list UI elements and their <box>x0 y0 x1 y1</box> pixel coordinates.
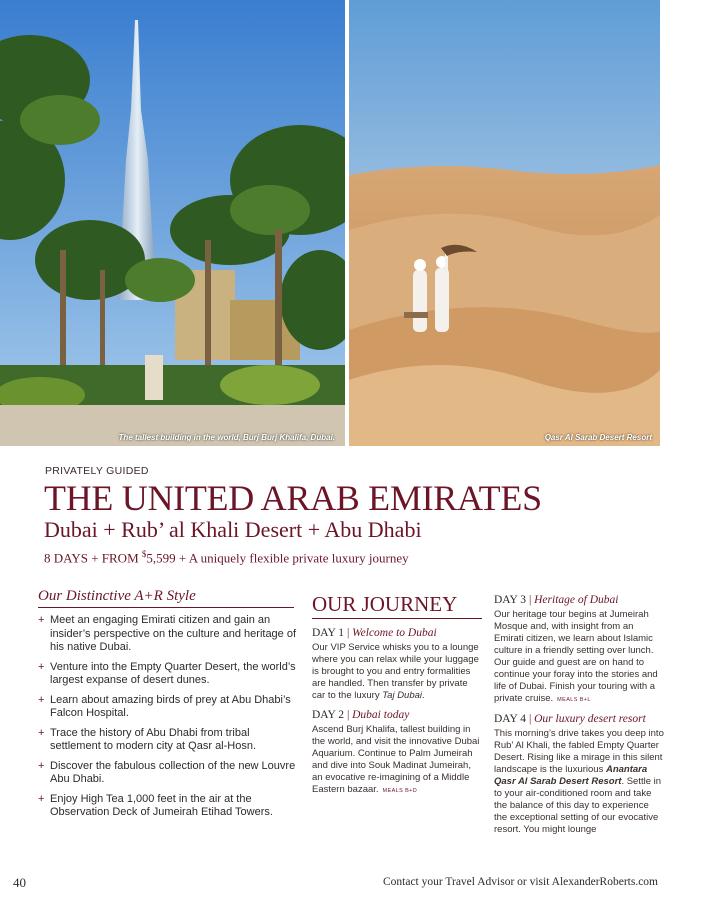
style-list <box>38 614 298 826</box>
trip-price: 5,599 <box>146 550 176 566</box>
list-item: + Venture into the Empty Quarter Desert, the world’s largest expanse of desert dunes. <box>38 660 296 686</box>
trip-duration: 8 DAYS + FROM <box>44 550 142 566</box>
journey-heading: OUR JOURNEY <box>312 592 482 619</box>
trip-tagline: + A uniquely flexible private luxury journey <box>175 550 409 566</box>
day-description: This morning’s drive takes you deep into Rub’ Al Khali, the fabled Empty Quarter Desert. Rising like a mirage in this silent landscape is the luxurious Anantara Qasr Al Sarab Desert Resort. Settle in to your air-conditioned room and take the balance of this day to experience the exceptional setting of our evocative resort. You might lounge <box>494 728 664 835</box>
day-heading: DAY 1 | Welcome to Dubai <box>312 627 437 639</box>
list-item: + Enjoy High Tea 1,000 feet in the air at the Observation Deck of Jumeirah Etihad Towers. <box>38 792 273 818</box>
day-description: Ascend Burj Khalifa, tallest building in the world, and visit the innovative Dubai Aquarium. Continue to Palm Jumeirah and dive into Souk Madinat Jumeirah, an evocative re-imagining of a Middle Eastern bazaar. MEALS B+D <box>312 724 480 795</box>
day-heading: DAY 4 | Our luxury desert resort <box>494 713 646 725</box>
contact-line: Contact your Travel Advisor or visit AlexanderRoberts.com <box>382 876 658 888</box>
bullet-plus: + <box>38 614 45 626</box>
list-item: + Meet an engaging Emirati citizen and gain an insider’s perspective on the culture and heritage of his native Dubai. <box>38 614 297 653</box>
itinerary-column-2 <box>494 594 664 843</box>
bullet-plus: + <box>38 726 45 739</box>
page-title: THE UNITED ARAB EMIRATES <box>44 478 542 518</box>
page-subtitle: Dubai + Rub’ al Khali Desert + Abu Dhabi <box>44 517 422 542</box>
trip-meta <box>44 549 409 566</box>
day-heading: DAY 2 | Dubai today <box>312 709 410 721</box>
photo-caption-right: Qasr Al Sarab Desert Resort <box>544 433 652 442</box>
eyebrow-label: PRIVATELY GUIDED <box>45 465 149 477</box>
itinerary-column-1 <box>312 627 482 804</box>
bullet-plus: + <box>38 792 45 805</box>
bullet-plus: + <box>38 660 45 673</box>
bullet-plus: + <box>38 693 45 706</box>
meals-label: MEALS B+D <box>382 788 418 794</box>
style-heading: Our Distinctive A+R Style <box>38 588 294 608</box>
photo-caption-left: The tallest building in the world, Burj Burj Khalifa, Dubai. <box>118 433 335 442</box>
page-number: 40 <box>13 875 26 890</box>
day-description: Our VIP Service whisks you to a lounge where you can relax while your luggage is brought to you and entry formalities are handled. Then transfer by private car to the luxury Taj Dubai. <box>312 642 479 701</box>
day-heading: DAY 3 | Heritage of Dubai <box>494 594 619 606</box>
list-item: + Discover the fabulous collection of the new Louvre Abu Dhabi. <box>38 759 296 785</box>
price-currency: $ <box>141 549 147 559</box>
bullet-plus: + <box>38 759 45 772</box>
list-item: + Learn about amazing birds of prey at Abu Dhabi’s Falcon Hospital. <box>38 693 291 719</box>
day-description: Our heritage tour begins at Jumeirah Mosque and, with insight from an Emirati citizen, we learn about Islamic culture in a friendly setting over lunch. Our guide and guest are on hand to continue your foray into the stories and life of Dubai. Finish your touring with a private cruise. MEALS B+L <box>494 609 658 704</box>
photo-burj-khalifa <box>0 0 345 446</box>
photo-desert-falconers <box>349 0 660 446</box>
list-item: + Trace the history of Abu Dhabi from tribal settlement to modern city at Qasr al-Hosn. <box>38 726 257 752</box>
meals-label: MEALS B+L <box>557 697 591 703</box>
